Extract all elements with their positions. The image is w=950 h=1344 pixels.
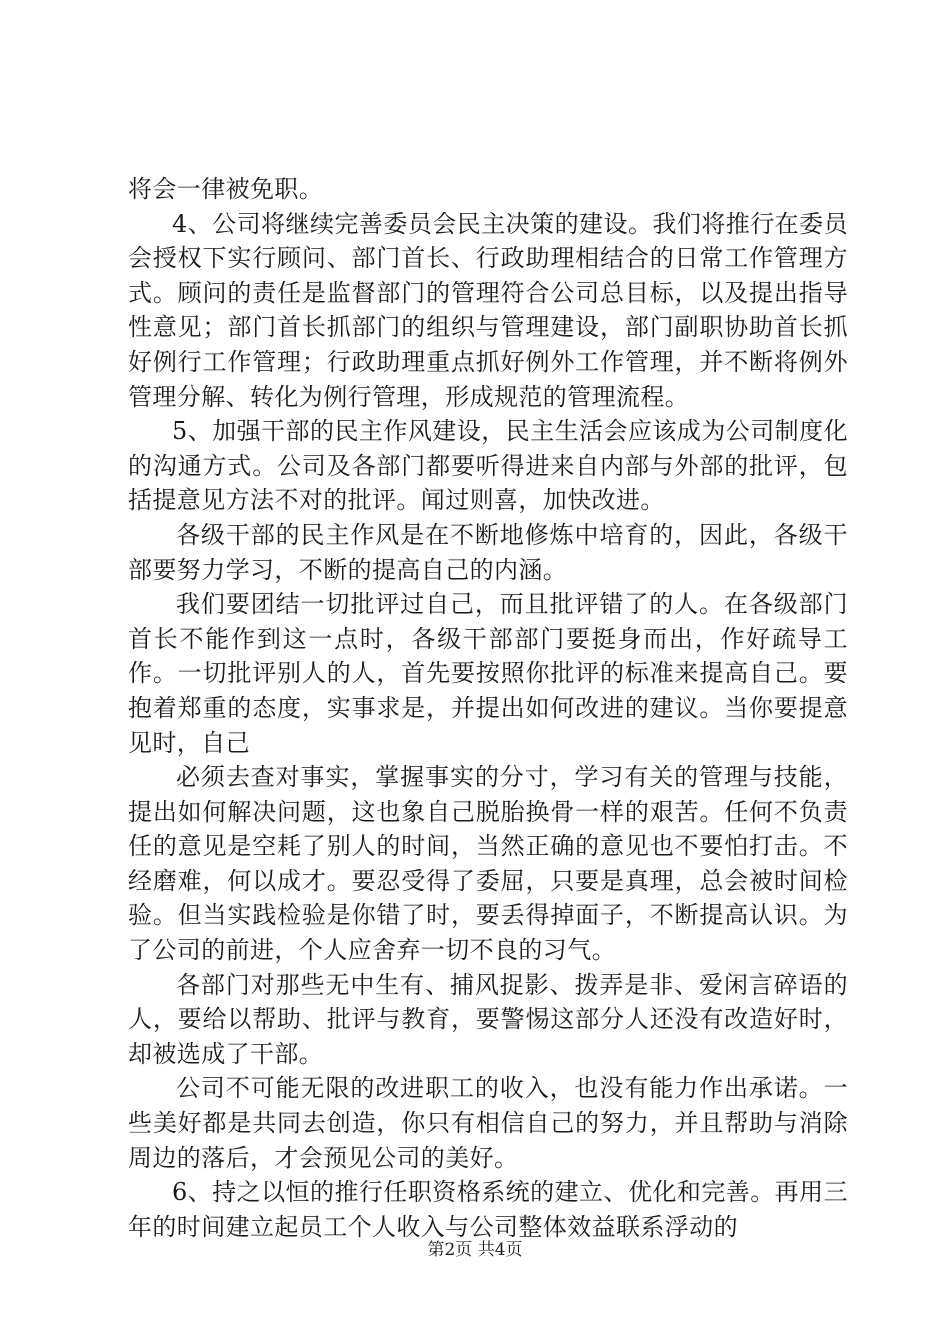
document-body	[128, 172, 848, 1244]
paragraph-item-4: 4、公司将继续完善委员会民主决策的建设。我们将推行在委员会授权下实行顾问、部门首长、行政助理相结合的日常工作管理方式。顾问的责任是监督部门的管理符合公司总目标，以及提出指导性意见；部门首长抓部门的组织与管理建设，部门副职协助首长抓好例行工作管理；行政助理重点抓好例外工作管理，并不断将例外管理分解、转化为例行管理，形成规范的管理流程。	[128, 209, 848, 411]
paragraph-unite-critics: 我们要团结一切批评过自己，而且批评错了的人。在各级部门首长不能作到这一点时，各级干部部门要挺身而出，作好疏导工作。一切批评别人的人，首先要按照你批评的标准来提高自己。要抱着郑重的态度，实事求是，并提出如何改进的建议。当你要提意见时，自己	[128, 590, 848, 757]
paragraph-item-6: 6、持之以恒的推行任职资格系统的建立、优化和完善。再用三年的时间建立起员工个人收入与公司整体效益联系浮动的	[128, 1178, 848, 1241]
paragraph-departments-help: 各部门对那些无中生有、捕风捉影、拨弄是非、爱闲言碎语的人，要给以帮助、批评与教育，要警惕这部分人还没有改造好时，却被选成了干部。	[128, 970, 848, 1068]
paragraph-democratic-style: 各级干部的民主作风是在不断地修炼中培育的，因此，各级干部要努力学习，不断的提高自己的内涵。	[128, 520, 848, 584]
paragraph-income: 公司不可能无限的改进职工的收入，也没有能力作出承诺。一些美好都是共同去创造，你只有相信自己的努力，并且帮助与消除周边的落后，才会预见公司的美好。	[128, 1074, 848, 1172]
page-number-footer: 第2页 共4页	[427, 1240, 523, 1260]
paragraph-continuation: 将会一律被免职。	[128, 175, 324, 203]
paragraph-check-facts: 必须去查对事实，掌握事实的分寸，学习有关的管理与技能，提出如何解决问题，这也象自己脱胎换骨一样的艰苦。任何不负责任的意见是空耗了别人的时间，当然正确的意见也不要怕打击。不经磨难，何以成才。要忍受得了委屈，只要是真理，总会被时间检验。但当实践检验是你错了时，要丢得掉面子，不断提高认识。为了公司的前进，个人应舍弃一切不良的习气。	[128, 763, 848, 965]
paragraph-item-5: 5、加强干部的民主作风建设，民主生活会应该成为公司制度化的沟通方式。公司及各部门都要听得进来自内部与外部的批评，包括提意见方法不对的批评。闻过则喜，加快改进。	[128, 417, 848, 515]
